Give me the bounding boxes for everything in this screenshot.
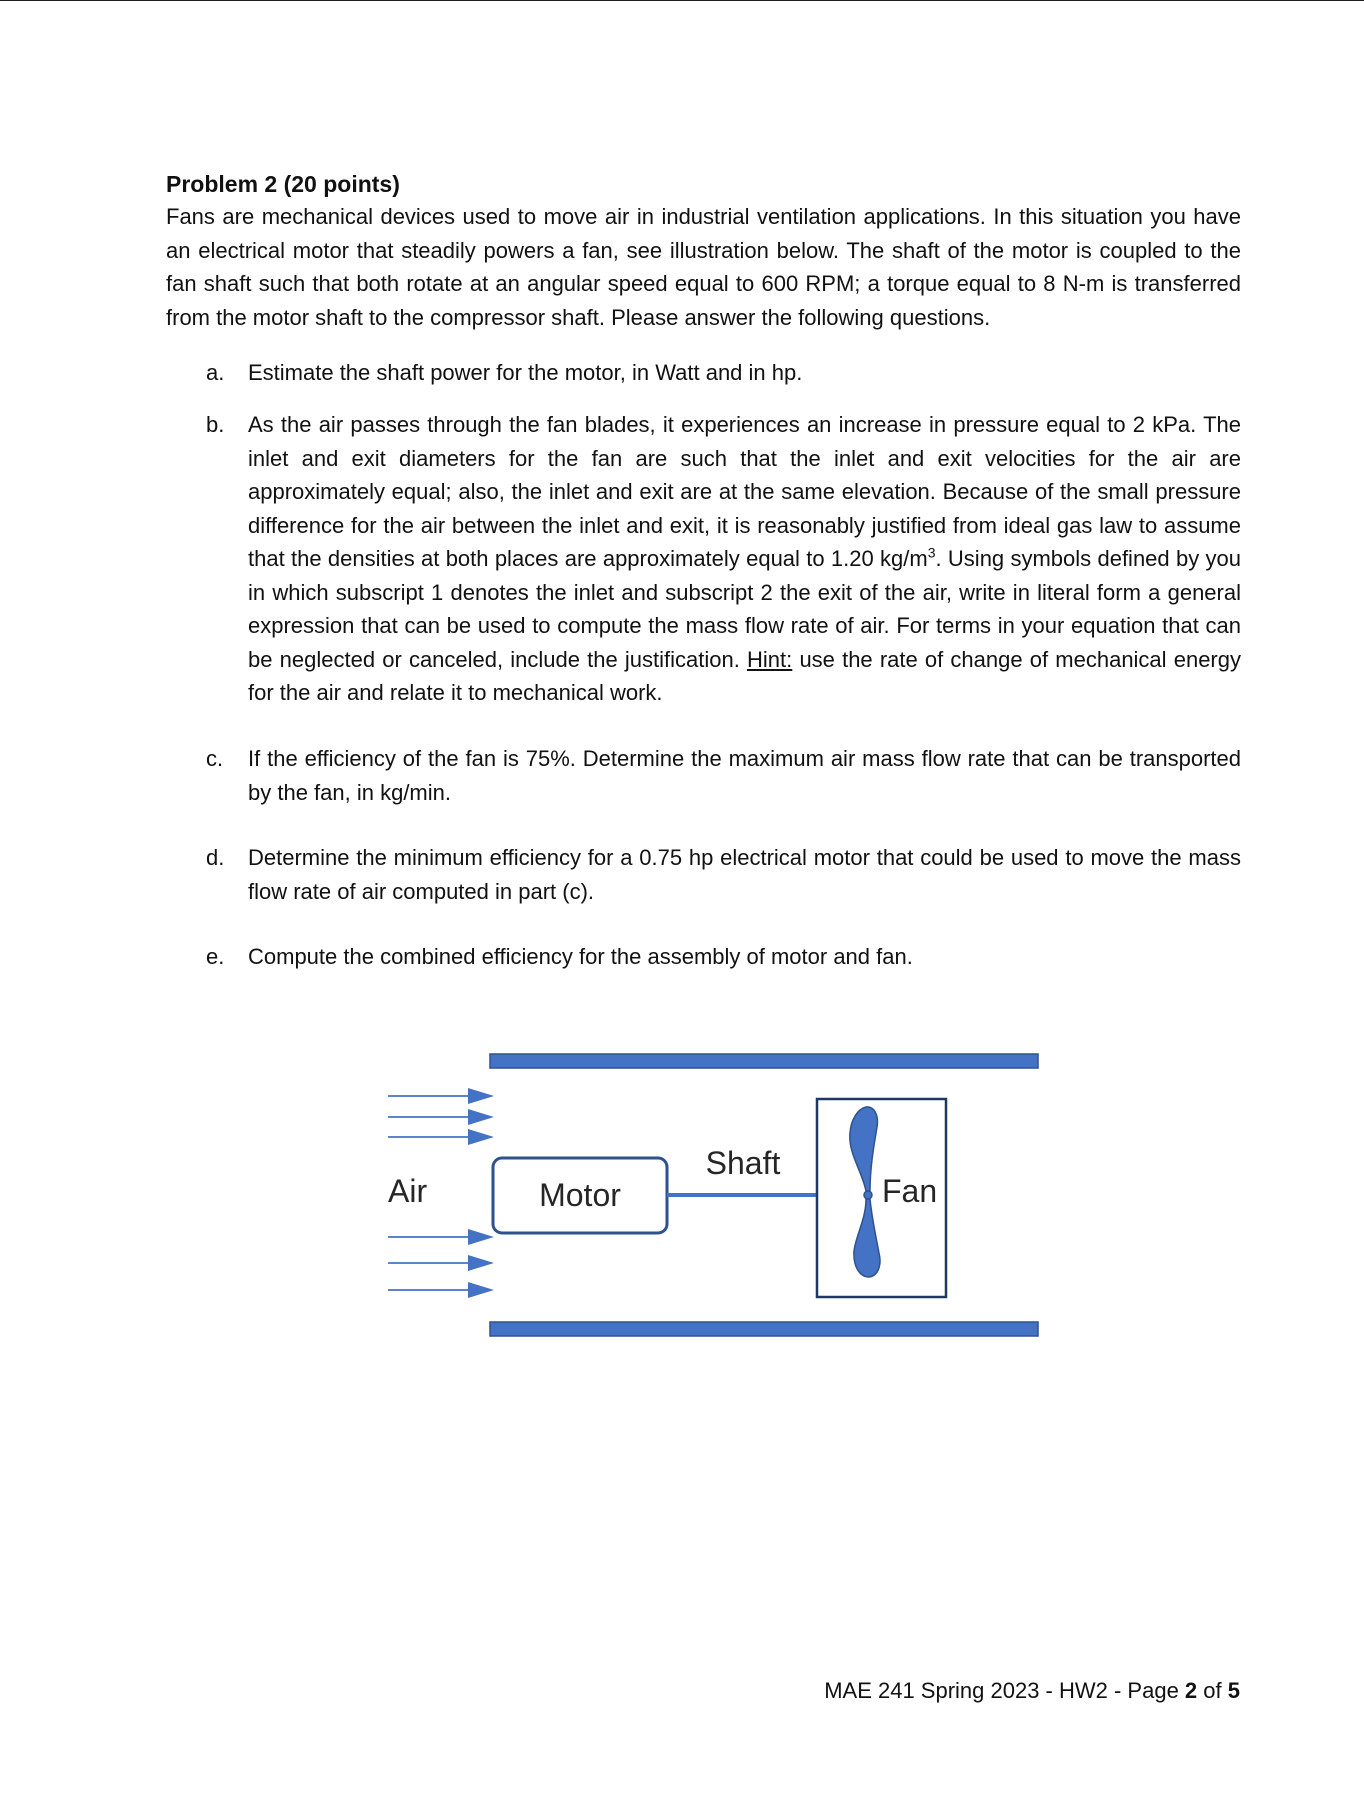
problem-intro: Fans are mechanical devices used to move air in industrial ventilation applications. In this situation you have an electrical motor that steadily powers a fan, see illustration below. The shaft of the motor is coupled to the fan shaft such that both rotate at an angular speed equal to 600 RPM; a torque equal to 8 N-m is transferred from the motor shaft to the compressor shaft. Please answer the following questions. <box>166 204 1241 330</box>
problem-section <box>166 168 1241 969</box>
page-top-border <box>0 0 1364 1</box>
question-a <box>166 356 1241 390</box>
question-b-text-part-3: use the rate of change of mechanical energy for the air and relate it to mechanical work. <box>248 646 1241 705</box>
duct-top-wall <box>490 1054 1038 1068</box>
shaft-label: Shaft <box>705 1145 781 1181</box>
question-text: Determine the minimum efficiency for a 0.75 hp electrical motor that could be used to move the mass flow rate of air computed in part (c). <box>248 845 1241 904</box>
footer-page-number: 2 <box>1184 1678 1198 1703</box>
question-e <box>166 940 1241 974</box>
superscript-3: 3 <box>927 544 936 561</box>
arrow-head <box>468 1129 494 1145</box>
diagram-svg <box>380 1045 1050 1345</box>
question-d <box>166 841 1241 908</box>
question-label: e. <box>206 944 225 969</box>
question-text: If the efficiency of the fan is 75%. Determine the maximum air mass flow rate that can be transported by the fan, in kg/min. <box>248 746 1241 805</box>
question-b-text-part-2: . Using symbols defined by you in which subscript 1 denotes the inlet and subscript 2 the exit of the air, write in literal form a general expression that can be used to compute the mass flow rate of air. For terms in your equation that can be neglected or canceled, include the justification. <box>248 546 1241 672</box>
arrow-head <box>468 1255 494 1271</box>
duct-bottom-wall <box>490 1322 1038 1336</box>
question-text: Estimate the shaft power for the motor, in Watt and in hp. <box>248 360 803 385</box>
air-arrows-top <box>388 1088 494 1145</box>
fan-hub <box>864 1191 872 1199</box>
question-c <box>166 742 1241 809</box>
arrow-head <box>468 1109 494 1125</box>
air-label: Air <box>388 1173 428 1209</box>
problem-title: Problem 2 (20 points) <box>166 171 400 197</box>
air-arrows-bottom <box>388 1229 494 1298</box>
page-footer <box>824 1676 1240 1706</box>
arrow-head <box>468 1088 494 1104</box>
arrow-head <box>468 1282 494 1298</box>
footer-prefix: MAE 241 Spring 2023 - HW2 - Page <box>824 1678 1185 1703</box>
footer-of: of <box>1197 1678 1228 1703</box>
question-b-text-part-1: As the air passes through the fan blades, it experiences an increase in pressure equal to 2 kPa. The inlet and exit diameters for the fan are such that the inlet and exit velocities for the air are approximately equal; also, the inlet and exit are at the same elevation. Because of the small pressure difference for the air between the inlet and exit, it is reasonably justified from ideal gas law to assume that the densities at both places are approximately equal to 1.20 kg/m <box>248 412 1241 571</box>
question-label: d. <box>206 845 225 870</box>
question-text <box>248 408 1241 710</box>
hint-label: Hint: <box>747 646 793 672</box>
question-text: Compute the combined efficiency for the assembly of motor and fan. <box>248 944 913 969</box>
question-b <box>166 408 1241 710</box>
question-label: b. <box>206 412 225 437</box>
motor-label: Motor <box>539 1177 621 1213</box>
arrow-head <box>468 1229 494 1245</box>
question-label: c. <box>206 746 224 771</box>
question-label: a. <box>206 360 225 385</box>
fan-label: Fan <box>882 1173 938 1209</box>
footer-total-pages: 5 <box>1227 1678 1240 1703</box>
fan-motor-diagram <box>380 1045 1050 1345</box>
